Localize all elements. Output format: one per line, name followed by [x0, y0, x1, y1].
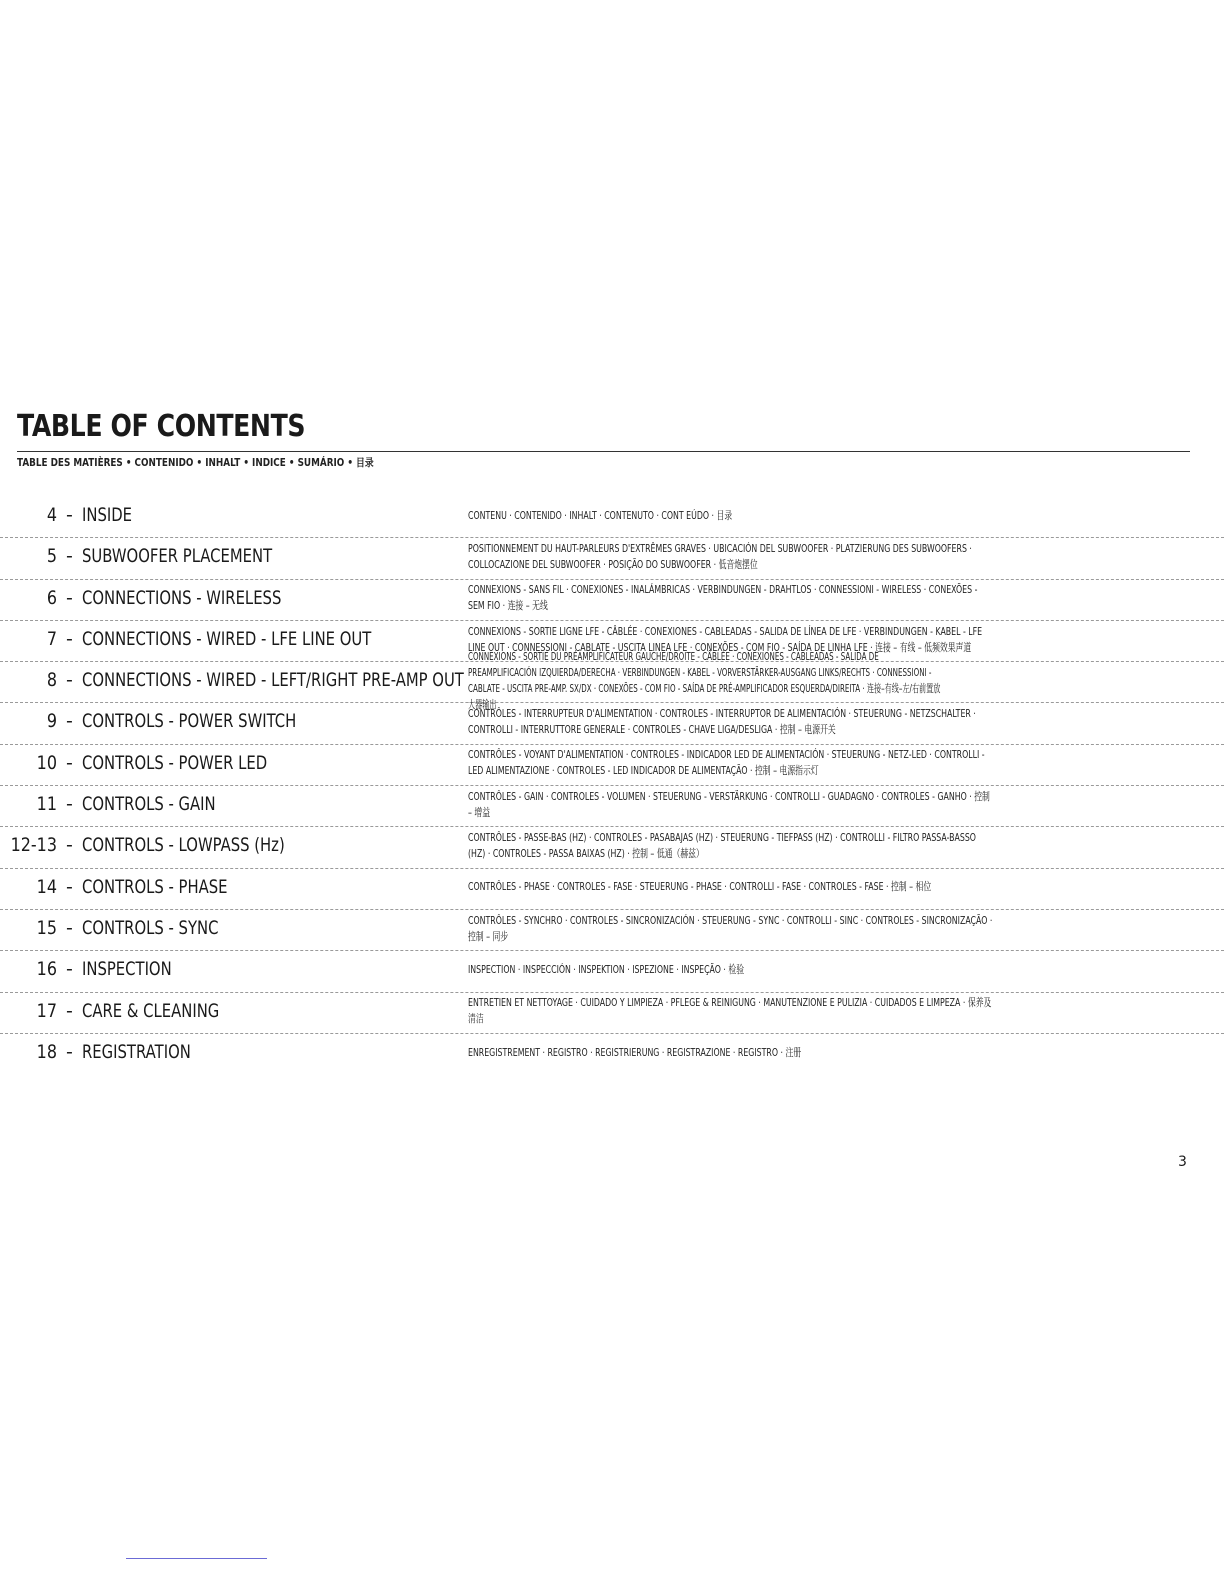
- toc-translations: CONTRÔLES - GAIN · CONTROLES - VOLUMEN · STEUERUNG - VERSTÄRKUNG · CONTROLLI - GUADAGNO · CONTROLES - GANHO · 控制 – 增益: [468, 789, 990, 819]
- toc-entry[interactable]: [0, 869, 1224, 910]
- toc-separator: -: [66, 710, 73, 733]
- toc-page-number: 5: [46, 545, 57, 568]
- toc-page-number: 4: [46, 504, 57, 526]
- footer-rule: [126, 1558, 267, 1559]
- toc-page-number: 14: [36, 875, 57, 898]
- toc-page-number: 9: [46, 710, 57, 733]
- toc-page-number: 18: [36, 1040, 57, 1063]
- toc-heading: INSIDE: [82, 504, 133, 526]
- toc-page-number: 6: [46, 586, 57, 609]
- toc-heading: CONTROLS - SYNC: [82, 916, 219, 939]
- toc-translations: CONNEXIONS - SORTIE DU PRÉAMPLIFICATEUR GAUCHE/DROITE - CÂBLÉE · CONEXIONES - CABLEADAS - SALIDA DE PREAMPLIFICACIÓN IZQUIERDA/DERECHA · VERBINDUNGEN - KABEL - VORVERSTÄRKER-AUSGANG LINKS/RECHTS · CONNESSIONI - CABLATE - USCITA PRE-AMP. SX/DX · CONEXÕES - COM FIO - SAÍDA DE PRÉ-AMPLIFICADOR ESQUERDA/DIREITA · 连接–有线–左/右前置放大器输出: [468, 649, 941, 711]
- toc-heading: CONNECTIONS - WIRELESS: [82, 586, 282, 609]
- toc-translations: POSITIONNEMENT DU HAUT-PARLEURS D'EXTRÊMES GRAVES · UBICACIÓN DEL SUBWOOFER · PLATZIERUNG DES SUBWOOFERS · COLLOCAZIONE DEL SUBWOOFER · POSIÇÃO DO SUBWOOFER · 低音炮摆位: [468, 541, 972, 571]
- toc-page-number: 10: [36, 751, 57, 774]
- toc-separator: -: [66, 751, 73, 774]
- toc-entry[interactable]: [0, 910, 1224, 951]
- toc-translations: CONNEXIONS - SANS FIL · CONEXIONES - INALÁMBRICAS · VERBINDUNGEN - DRAHTLOS · CONNESSIONI - WIRELESS · CONEXÕES - SEM FIO · 连接 – 无线: [468, 583, 978, 613]
- toc-heading: REGISTRATION: [82, 1040, 191, 1063]
- toc-translations: CONTRÔLES - PASSE-BAS (HZ) · CONTROLES - PASABAJAS (HZ) · STEUERUNG - TIEFPASS (HZ) · CONTROLLI - FILTRO PASSA-BASSO (HZ) · CONTROLES - PASSA BAIXAS (HZ) · 控制 – 低通（赫兹）: [468, 831, 976, 861]
- toc-separator: -: [66, 627, 73, 650]
- toc-translations: CONTRÔLES - PHASE · CONTROLES - FASE · STEUERUNG - PHASE · CONTROLLI - FASE · CONTROLES - FASE · 控制 – 相位: [468, 880, 932, 894]
- toc-separator: -: [66, 586, 73, 609]
- toc-heading: CONTROLS - LOWPASS (Hz): [82, 834, 285, 857]
- toc-translations: INSPECTION · INSPECCIÓN · INSPEKTION · ISPEZIONE · INSPEÇÃO · 检验: [468, 962, 745, 976]
- toc-heading: CONTROLS - POWER LED: [82, 751, 268, 774]
- toc-entry[interactable]: [0, 1034, 1224, 1075]
- toc-translations: CONNEXIONS - SORTIE LIGNE LFE - CÂBLÉE · CONEXIONES - CABLEADAS - SALIDA DE LÍNEA DE LFE · VERBINDUNGEN - KABEL - LFE LINE OUT · CONNESSIONI - CABLATE - USCITA LINEA LFE · CONEXÕES - COM FIO - SAÍDA DE LINHA LFE · 连接 – 有线 – 低频效果声道: [468, 624, 983, 654]
- toc-translations: ENTRETIEN ET NETTOYAGE · CUIDADO Y LIMPIEZA · PFLEGE & REINIGUNG · MANUTENZIONE E PULIZIA · CUIDADOS E LIMPEZA · 保养及清洁: [468, 996, 992, 1026]
- toc-entry[interactable]: [0, 951, 1224, 992]
- toc-page-number: 17: [36, 999, 57, 1022]
- toc-page-number: 11: [36, 793, 57, 816]
- toc-separator: -: [66, 916, 73, 939]
- toc-page-number: 8: [46, 669, 57, 692]
- toc-page-number: 7: [46, 627, 57, 650]
- toc-heading: CONTROLS - POWER SWITCH: [82, 710, 297, 733]
- toc-separator: -: [66, 999, 73, 1022]
- toc-translations: CONTRÔLES - VOYANT D'ALIMENTATION · CONTROLES - INDICADOR LED DE ALIMENTACIÓN · STEUERUNG - NETZ-LED · CONTROLLI - LED ALIMENTAZIONE · CONTROLES - LED INDICADOR DE ALIMENTAÇÃO · 控制 – 电源指示灯: [468, 748, 985, 778]
- toc-entry[interactable]: [0, 538, 1224, 579]
- toc-separator: -: [66, 669, 73, 692]
- toc-translations: ENREGISTREMENT · REGISTRO · REGISTRIERUNG · REGISTRAZIONE · REGISTRO · 注册: [468, 1046, 802, 1059]
- toc-entry[interactable]: [0, 497, 1224, 538]
- toc-separator: -: [66, 504, 73, 526]
- toc-translations: CONTENU · CONTENIDO · INHALT · CONTENUTO · CONT EÚDO · 目录: [468, 508, 733, 522]
- toc-separator: -: [66, 834, 73, 857]
- toc-heading: INSPECTION: [82, 958, 172, 981]
- toc-translations: CONTRÔLES - INTERRUPTEUR D'ALIMENTATION · CONTROLES - INTERRUPTOR DE ALIMENTACIÓN · STEUERUNG - NETZSCHALTER · CONTROLLI - INTERRUTTORE GENERALE · CONTROLES - CHAVE LIGA/DESLIGA · 控制 – 电源开关: [468, 707, 976, 737]
- toc-entry[interactable]: [0, 745, 1224, 786]
- toc-heading: CONTROLS - GAIN: [82, 793, 216, 816]
- toc-separator: -: [66, 1040, 73, 1063]
- page-subtitle: TABLE DES MATIÈRES • CONTENIDO • INHALT • INDICE • SUMÁRIO • 目录: [17, 457, 374, 469]
- toc-separator: -: [66, 875, 73, 898]
- toc-entry[interactable]: [0, 649, 1224, 711]
- toc-entry[interactable]: [0, 580, 1224, 621]
- toc-translations: CONTRÔLES - SYNCHRO · CONTROLES - SINCRONIZACIÓN · STEUERUNG - SYNC · CONTROLLI - SINC · CONTROLES - SINCRONIZAÇÃO · 控制 – 同步: [468, 913, 993, 943]
- toc-heading: SUBWOOFER PLACEMENT: [82, 545, 273, 568]
- toc-page-number: 15: [36, 916, 57, 939]
- toc-heading: CONNECTIONS - WIRED - LEFT/RIGHT PRE-AMP OUT: [82, 669, 464, 692]
- toc-entry[interactable]: [0, 786, 1224, 827]
- toc-separator: -: [66, 793, 73, 816]
- toc-page-number: 12-13: [10, 834, 57, 857]
- toc-heading: CONTROLS - PHASE: [82, 875, 228, 898]
- page-number: 3: [1178, 1154, 1187, 1170]
- page-title: TABLE OF CONTENTS: [17, 409, 306, 444]
- toc-heading: CONNECTIONS - WIRED - LFE LINE OUT: [82, 627, 372, 650]
- toc-heading: CARE & CLEANING: [82, 999, 220, 1022]
- toc-list: [0, 497, 1224, 1075]
- toc-entry[interactable]: [0, 993, 1224, 1034]
- toc-entry[interactable]: [0, 703, 1224, 744]
- toc-entry[interactable]: [0, 827, 1224, 868]
- toc-page-number: 16: [36, 958, 57, 981]
- toc-separator: -: [66, 545, 73, 568]
- toc-separator: -: [66, 958, 73, 981]
- title-divider: [17, 451, 1190, 452]
